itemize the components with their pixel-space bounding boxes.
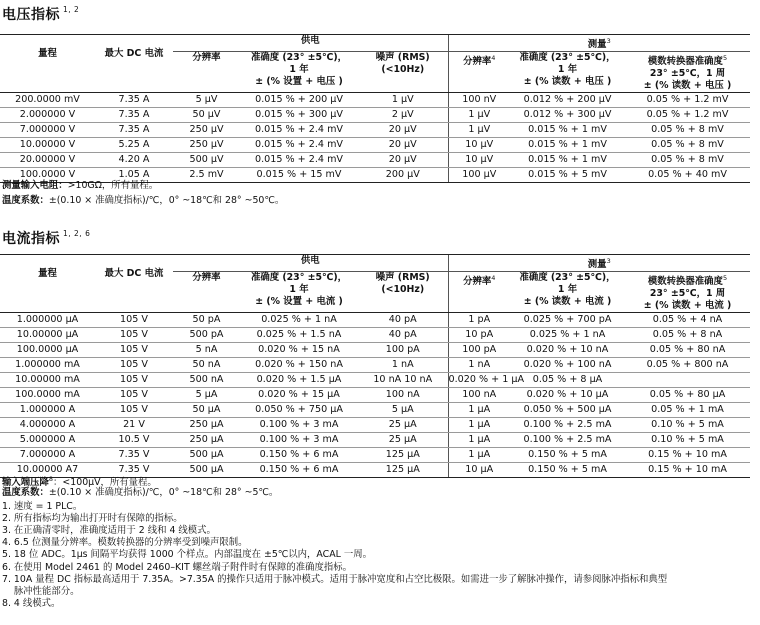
table-cell: 7.35 A — [95, 93, 173, 108]
table-cell: 10 pA — [448, 328, 510, 343]
current-header-accuracy — [240, 272, 358, 313]
table-cell: 7.000000 V — [0, 123, 95, 138]
table-cell: 0.015 % + 15 mV — [240, 168, 358, 183]
table-cell: 5 μA — [358, 403, 448, 418]
table-cell: 100 nV — [448, 93, 510, 108]
table-cell: 0.020 % + 1 μA — [448, 373, 510, 388]
table-cell: 2 μV — [358, 108, 448, 123]
table-cell: 0.100 % + 2.5 mA — [510, 418, 625, 433]
table-row — [0, 433, 750, 448]
current-title-sup: 1, 2, 6 — [63, 229, 91, 238]
table-cell: 0.020 % + 15 μA — [240, 388, 358, 403]
table-cell: 7.35 A — [95, 108, 173, 123]
voltage-noise-line2: (<10Hz) — [381, 64, 425, 76]
voltage-mres-sup: 4 — [491, 54, 496, 63]
table-row — [0, 358, 750, 373]
current-noise-line2: (<10Hz) — [381, 284, 425, 296]
table-cell: 250 μA — [173, 433, 240, 448]
footnote-item: 1. 速度 = 1 PLC。 — [2, 501, 83, 512]
table-cell: 7.35 A — [95, 123, 173, 138]
table-row — [0, 138, 750, 153]
table-cell: 0.150 % + 5 mA — [510, 463, 625, 478]
table-cell: 105 V — [95, 403, 173, 418]
current-section-title — [2, 228, 90, 248]
table-cell: 0.012 % + 200 μV — [510, 93, 625, 108]
table-cell: 105 V — [95, 358, 173, 373]
table-cell: 5.000000 A — [0, 433, 95, 448]
table-cell: 50 μA — [173, 403, 240, 418]
table-cell: 0.05 % + 1.2 mV — [625, 93, 750, 108]
table-row — [0, 93, 750, 108]
current-acc-line1: 准确度 (23° ±5℃)， — [250, 272, 348, 284]
table-cell: 0.05 % + 8 μA — [510, 373, 625, 388]
current-group-measure-sup: 3 — [606, 257, 611, 265]
table-cell: 0.05 % + 8 nA — [625, 328, 750, 343]
table-cell: 0.05 % + 1.2 mV — [625, 108, 750, 123]
table-cell: 0.025 % + 1 nA — [240, 313, 358, 328]
voltage-macc-line1: 准确度 (23° ±5℃)， — [519, 52, 616, 64]
current-group-measure-text: 测量 — [587, 259, 607, 271]
table-cell: 50 nA — [173, 358, 240, 373]
footnote-item: 2. 所有指标均为输出打开时有保障的指标。 — [2, 513, 183, 525]
table-cell: 0.15 % + 10 mA — [625, 463, 750, 478]
table-cell: 5.25 A — [95, 138, 173, 153]
table-cell: 2.000000 V — [0, 108, 95, 123]
table-cell: 125 μA — [358, 448, 448, 463]
table-cell: 10.5 V — [95, 433, 173, 448]
table-cell: 0.05 % + 80 nA — [625, 343, 750, 358]
table-cell: 10.00000 mA — [0, 373, 95, 388]
voltage-header-resolution: 分辨率 — [173, 52, 240, 93]
current-group-measure — [448, 255, 750, 272]
table-row — [0, 123, 750, 138]
table-cell: 500 nA — [173, 373, 240, 388]
voltage-note2-label: 温度系数： — [2, 195, 49, 206]
table-cell: 0.10 % + 5 mA — [625, 433, 750, 448]
table-cell — [625, 373, 750, 388]
current-note1-sup: 8 — [48, 475, 54, 483]
footnote-item: 8. 4 线模式。 — [2, 597, 61, 609]
table-row — [0, 313, 750, 328]
voltage-note2-text: ±(0.10 × 准确度指标)/℃，0° ~18℃和 28° ~50℃。 — [48, 195, 285, 206]
table-cell: 0.020 % + 15 nA — [240, 343, 358, 358]
table-row — [0, 418, 750, 433]
table-cell: 0.05 % + 800 nA — [625, 358, 750, 373]
voltage-noise-line1: 噪声 (RMS) — [375, 52, 430, 64]
voltage-title-sup: 1, 2 — [63, 5, 80, 14]
table-cell: 0.05 % + 4 nA — [625, 313, 750, 328]
current-header-max-voltage: 最大 DC 电流 — [95, 255, 173, 313]
table-cell: 10 μA — [448, 463, 510, 478]
voltage-spec-table — [0, 34, 750, 183]
table-cell: 100 pA — [448, 343, 510, 358]
current-mres-text: 分辨率 — [463, 276, 492, 288]
current-note-temp-coefficient — [2, 487, 278, 499]
voltage-group-measure-sup: 3 — [606, 37, 611, 45]
table-cell: 20 μV — [358, 153, 448, 168]
table-cell: 0.015 % + 1 mV — [510, 138, 625, 153]
table-cell: 1 nA — [358, 358, 448, 373]
current-adc-line3: ± (% 读数 + 电流 ) — [643, 300, 732, 312]
table-row — [0, 343, 750, 358]
table-cell: 7.000000 A — [0, 448, 95, 463]
table-cell: 200 μV — [358, 168, 448, 183]
table-cell: 500 μV — [173, 153, 240, 168]
table-cell: 20.00000 V — [0, 153, 95, 168]
table-cell: 10.00000 μA — [0, 328, 95, 343]
table-cell: 0.150 % + 5 mA — [510, 448, 625, 463]
current-mres-sup: 4 — [491, 274, 496, 283]
table-cell: 100 nA — [448, 388, 510, 403]
table-cell: 0.05 % + 40 mV — [625, 168, 750, 183]
voltage-header-adc-accuracy — [625, 52, 750, 93]
voltage-note-input-resistance — [2, 180, 158, 192]
table-cell: 0.05 % + 1 mA — [625, 403, 750, 418]
voltage-macc-line3: ± (% 读数 + 电压 ) — [523, 76, 612, 88]
table-cell: 10 μV — [448, 153, 510, 168]
table-cell: 100.0000 μA — [0, 343, 95, 358]
current-note2-label: 温度系数： — [2, 487, 49, 498]
voltage-header-noise — [358, 52, 448, 93]
voltage-adc-sup: 5 — [722, 54, 728, 63]
current-adc-line2: 23° ±5℃，1 周 — [649, 288, 726, 300]
table-row — [0, 448, 750, 463]
current-note1-label: 输入端压降 — [2, 477, 49, 489]
table-cell: 0.150 % + 6 mA — [240, 463, 358, 478]
current-adc-line1: 模数转换器准确度 — [647, 276, 723, 288]
table-cell: 7.35 V — [95, 448, 173, 463]
table-row — [0, 388, 750, 403]
current-header-measure-resolution — [448, 272, 510, 313]
voltage-note1-label: 测量输入电阻： — [2, 180, 68, 191]
table-cell: 105 V — [95, 313, 173, 328]
voltage-note-temp-coefficient — [2, 195, 284, 207]
current-macc-line1: 准确度 (23° ±5℃)， — [519, 272, 616, 284]
table-cell: 1 nA — [448, 358, 510, 373]
voltage-section-title — [2, 4, 79, 24]
voltage-mres-text: 分辨率 — [463, 56, 492, 68]
current-group-supply: 供电 — [173, 255, 448, 272]
table-cell: 0.15 % + 10 mA — [625, 448, 750, 463]
table-cell: 1 μA — [448, 403, 510, 418]
table-cell: 0.015 % + 2.4 mV — [240, 138, 358, 153]
table-cell: 0.012 % + 300 μV — [510, 108, 625, 123]
table-cell: 500 μA — [173, 463, 240, 478]
table-row — [0, 328, 750, 343]
table-row — [0, 403, 750, 418]
table-cell: 250 μV — [173, 138, 240, 153]
table-cell: 2.5 mV — [173, 168, 240, 183]
table-cell: 0.100 % + 2.5 mA — [510, 433, 625, 448]
table-cell: 20 μV — [358, 123, 448, 138]
table-cell: 1 μV — [358, 93, 448, 108]
current-acc-line2: 1 年 — [289, 284, 309, 296]
voltage-adc-line2: 23° ±5℃，1 周 — [649, 68, 726, 80]
voltage-acc-line1: 准确度 (23° ±5℃)， — [250, 52, 348, 64]
voltage-macc-line2: 1 年 — [557, 64, 578, 76]
table-cell: 50 μV — [173, 108, 240, 123]
table-cell: 250 μV — [173, 123, 240, 138]
table-cell: 100 μV — [448, 168, 510, 183]
voltage-note1-text: >10GΩ，所有量程。 — [67, 180, 159, 191]
table-cell: 0.015 % + 2.4 mV — [240, 123, 358, 138]
table-cell: 125 μA — [358, 463, 448, 478]
table-cell: 5 μV — [173, 93, 240, 108]
current-header-range: 量程 — [0, 255, 95, 313]
table-cell: 1.000000 μA — [0, 313, 95, 328]
table-cell: 0.020 % + 150 nA — [240, 358, 358, 373]
table-cell: 0.05 % + 8 mV — [625, 138, 750, 153]
footnote-item: 4. 6.5 位测量分辨率。模数转换器的分辨率受到噪声限制。 — [2, 537, 248, 549]
current-header-resolution: 分辨率 — [173, 272, 240, 313]
current-note2-text: ±(0.10 × 准确度指标)/℃，0° ~18℃和 28° ~5℃。 — [48, 487, 279, 498]
table-cell: 100 pA — [358, 343, 448, 358]
table-cell: 40 pA — [358, 313, 448, 328]
table-row — [0, 153, 750, 168]
voltage-header-measure-resolution — [448, 52, 510, 93]
table-cell: 0.050 % + 500 μA — [510, 403, 625, 418]
table-cell: 25 μA — [358, 418, 448, 433]
table-cell: 0.015 % + 5 mV — [510, 168, 625, 183]
table-row — [0, 108, 750, 123]
table-cell: 10 μV — [448, 138, 510, 153]
table-cell: 105 V — [95, 373, 173, 388]
table-cell: 0.150 % + 6 mA — [240, 448, 358, 463]
current-macc-line3: ± (% 读数 + 电流 ) — [523, 296, 612, 308]
table-cell: 500 μA — [173, 448, 240, 463]
table-cell: 0.050 % + 750 μA — [240, 403, 358, 418]
table-cell: 0.015 % + 1 mV — [510, 153, 625, 168]
table-cell: 4.20 A — [95, 153, 173, 168]
footnote-item: 3. 在正确清零时，准确度适用于 2 线和 4 线模式。 — [2, 525, 216, 537]
table-cell: 1 μA — [448, 418, 510, 433]
table-cell: 1.000000 mA — [0, 358, 95, 373]
voltage-title-text: 电压指标 — [2, 7, 60, 23]
footnote-item: 6. 在使用 Model 2461 的 Model 2460–KIT 螺丝端子附件时有保障的准确度指标。 — [2, 561, 353, 573]
table-cell: 1.05 A — [95, 168, 173, 183]
footnote-item: 7. 10A 量程 DC 指标最高适用于 7.35A。>7.35A 的操作只适用于脉冲模式。适用于脉冲宽度和占空比极限。如需进一步了解脉冲操作，请参阅脉冲指标和典型 — [2, 573, 668, 585]
current-note1-text: ：<100μV，所有量程。 — [53, 477, 157, 489]
table-cell: 1 μV — [448, 108, 510, 123]
table-cell: 0.100 % + 3 mA — [240, 433, 358, 448]
current-noise-line1: 噪声 (RMS) — [375, 272, 430, 284]
table-cell: 105 V — [95, 328, 173, 343]
voltage-group-measure — [448, 35, 750, 52]
table-row — [0, 373, 750, 388]
table-cell: 25 μA — [358, 433, 448, 448]
table-cell: 20 μV — [358, 138, 448, 153]
table-cell: 200.0000 mV — [0, 93, 95, 108]
table-cell: 250 μA — [173, 418, 240, 433]
current-acc-line3: ± (% 设置 + 电流 ) — [255, 296, 343, 308]
table-cell: 4.000000 A — [0, 418, 95, 433]
current-header-adc-accuracy — [625, 272, 750, 313]
table-cell: 1 μA — [448, 433, 510, 448]
table-cell: 105 V — [95, 388, 173, 403]
table-cell: 0.025 % + 700 pA — [510, 313, 625, 328]
voltage-header-range: 量程 — [0, 35, 95, 93]
current-adc-sup: 5 — [722, 274, 728, 283]
table-cell: 5 μA — [173, 388, 240, 403]
voltage-header-accuracy — [240, 52, 358, 93]
voltage-acc-line2: 1 年 — [289, 64, 309, 76]
table-cell: 105 V — [95, 343, 173, 358]
table-cell: 500 pA — [173, 328, 240, 343]
table-cell: 0.05 % + 8 mV — [625, 123, 750, 138]
current-header-measure-accuracy — [510, 272, 625, 313]
table-cell: 0.015 % + 2.4 mV — [240, 153, 358, 168]
table-cell: 0.025 % + 1.5 nA — [240, 328, 358, 343]
table-cell: 0.015 % + 1 mV — [510, 123, 625, 138]
table-cell: 100.0000 mA — [0, 388, 95, 403]
table-cell: 10.00000 A7 — [0, 463, 95, 478]
table-cell: 0.020 % + 10 nA — [510, 343, 625, 358]
table-cell: 100 nA — [358, 388, 448, 403]
table-cell: 1 pA — [448, 313, 510, 328]
table-cell: 7.35 V — [95, 463, 173, 478]
table-cell: 1 μV — [448, 123, 510, 138]
table-cell: 0.015 % + 300 μV — [240, 108, 358, 123]
table-cell: 0.10 % + 5 mA — [625, 418, 750, 433]
table-cell: 0.100 % + 3 mA — [240, 418, 358, 433]
table-cell: 0.05 % + 80 μA — [625, 388, 750, 403]
table-cell: 21 V — [95, 418, 173, 433]
footnote-item: 脉冲性能部分。 — [2, 585, 80, 597]
table-cell: 0.015 % + 200 μV — [240, 93, 358, 108]
current-macc-line2: 1 年 — [557, 284, 578, 296]
voltage-group-supply: 供电 — [173, 35, 448, 52]
table-cell: 50 pA — [173, 313, 240, 328]
voltage-adc-line3: ± (% 读数 + 电压 ) — [643, 80, 732, 92]
footnote-item: 5. 18 位 ADC。1μs 间隔平均获得 1000 个样点。内部温度在 ±5℃以内，ACAL 一周。 — [2, 549, 372, 561]
table-cell: 100.0000 V — [0, 168, 95, 183]
current-title-text: 电流指标 — [2, 231, 60, 247]
voltage-header-max-current: 最大 DC 电流 — [95, 35, 173, 93]
current-header-noise — [358, 272, 448, 313]
table-cell: 10.00000 V — [0, 138, 95, 153]
table-cell: 0.025 % + 1 nA — [510, 328, 625, 343]
voltage-adc-line1: 模数转换器准确度 — [647, 56, 723, 68]
current-spec-table — [0, 254, 750, 478]
table-cell: 1.000000 A — [0, 403, 95, 418]
table-cell: 10 nA 10 nA — [358, 373, 448, 388]
voltage-acc-line3: ± (% 设置 + 电压 ) — [255, 76, 343, 88]
table-cell: 0.020 % + 10 μA — [510, 388, 625, 403]
table-cell: 0.05 % + 8 mV — [625, 153, 750, 168]
table-cell: 1 μA — [448, 448, 510, 463]
voltage-group-measure-text: 测量 — [587, 39, 607, 51]
table-cell: 5 nA — [173, 343, 240, 358]
voltage-header-measure-accuracy — [510, 52, 625, 93]
table-cell: 0.020 % + 1.5 μA — [240, 373, 358, 388]
table-cell: 40 pA — [358, 328, 448, 343]
table-cell: 0.020 % + 100 nA — [510, 358, 625, 373]
